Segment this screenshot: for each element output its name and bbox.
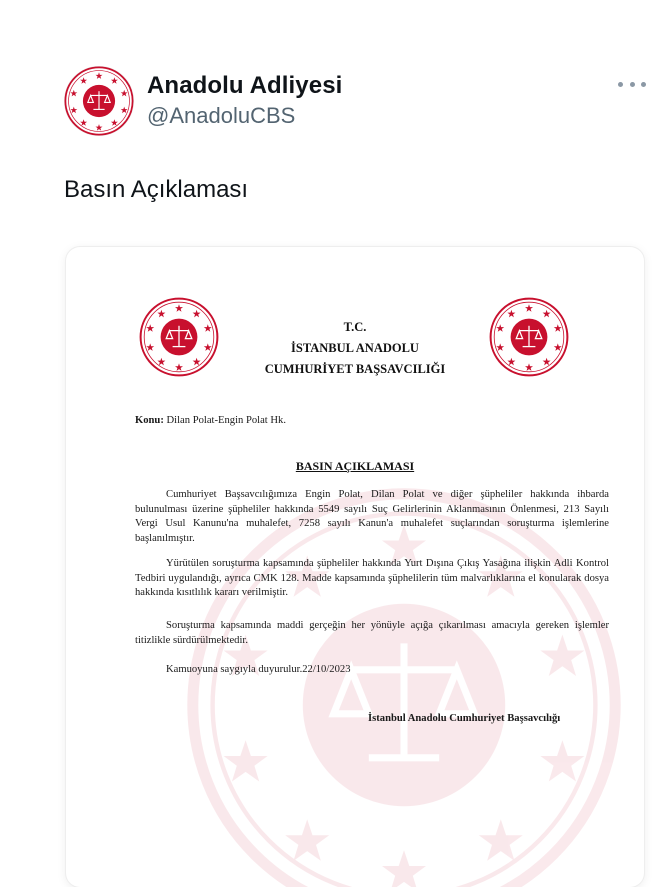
signature: İstanbul Anadolu Cumhuriyet Başsavcılığı — [368, 713, 561, 724]
paragraph-1: Cumhuriyet Başsavcılığımıza Engin Polat, Dilan Polat ve diğer şüpheliler hakkında ihbarda bulunulması üzerine şüpheliler hakkında 5549 sayılı Suç Gelirlerinin Aklanmasının Önlenmesi, 213 Sayılı Vergi Usul Kanunu'na muhalefet, 7258 sayılı Kanun'a muhalefet suçlarından soruşturma işlemlerine başlanılmıştır. — [135, 489, 609, 544]
subject-label: Konu: — [135, 415, 164, 426]
dot — [641, 82, 646, 87]
paragraph-3: Soruşturma kapsamında maddi gerçeğin her yönüyle açığa çıkarılması amacıyla gereken işlemler titizlikle sürdürülmektedir. — [135, 620, 609, 646]
paragraph-4: Kamuoyuna saygıyla duyurulur.22/10/2023 — [166, 664, 351, 675]
paragraph-2: Yürütülen soruşturma kapsamında şüpheliler hakkında Yurt Dışına Çıkış Yasağına ilişkin Adli Kontrol Tedbiri uygulandığı, ayrıca CMK 128. Madde kapsamında şüphelilerin tüm malvarlıklarına el konularak dosya hakkında kısıtlılık kararı verilmiştir. — [135, 558, 609, 599]
avatar[interactable] — [64, 66, 134, 136]
subject-line — [135, 415, 286, 426]
display-name[interactable]: Anadolu Adliyesi — [147, 72, 343, 99]
dot — [618, 82, 623, 87]
more-options-icon[interactable] — [618, 74, 646, 94]
subject-value: Dilan Polat-Engin Polat Hk. — [166, 415, 286, 426]
header-line-1: T.C. — [343, 320, 367, 334]
user-handle[interactable]: @AnadoluCBS — [147, 103, 296, 128]
header-line-2: İSTANBUL ANADOLU — [291, 341, 419, 355]
document-title: BASIN AÇIKLAMASI — [295, 459, 415, 473]
seal-logo-icon — [64, 66, 134, 136]
document-image[interactable] — [66, 247, 644, 887]
header-line-3: CUMHURİYET BAŞSAVCILIĞI — [264, 362, 446, 376]
tweet-text: Basın Açıklaması — [64, 176, 249, 203]
dot — [630, 82, 635, 87]
